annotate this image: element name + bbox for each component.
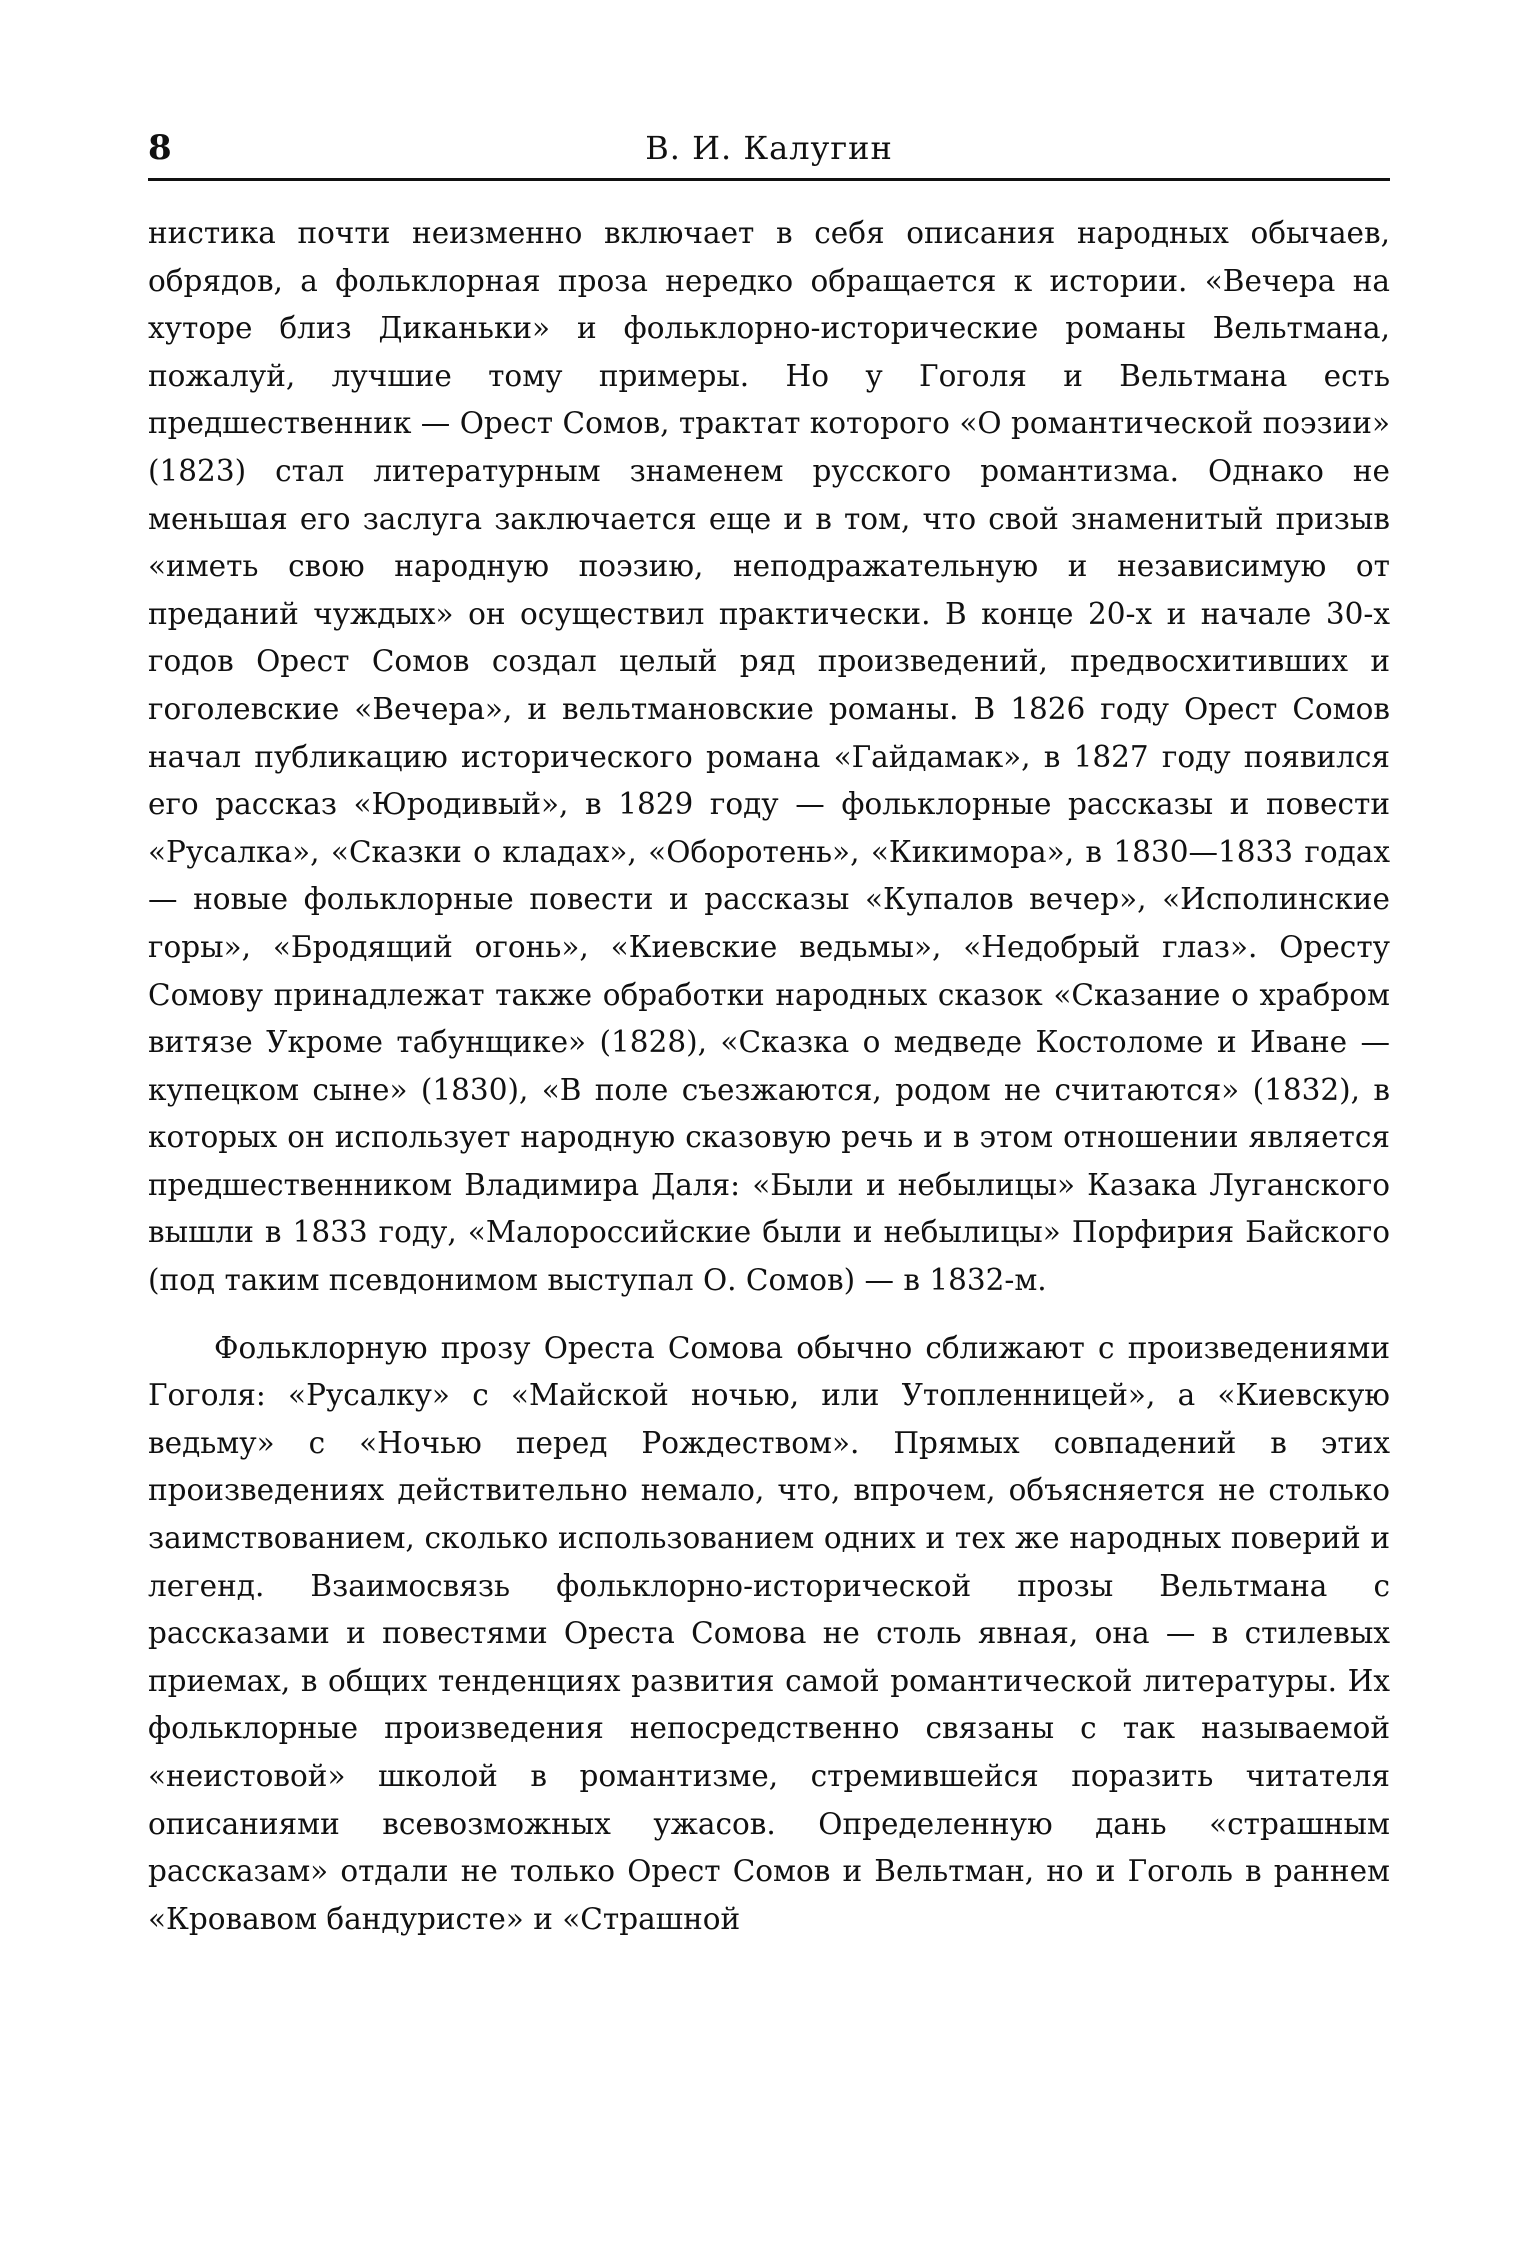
paragraph-1: нистика почти неизменно включает в себя описания народных обычаев, обрядов, а фольклорная проза нередко обращается к истории. «Вечера на хуторе близ Диканьки» и фольклорно-исторические романы Вельтмана, пожалуй, лучшие тому примеры. Но у Гоголя и Вельтмана есть предшественник — Орест Сомов, трактат которого «О романтической поэзии» (1823) стал литературным знаменем русского романтизма. Однако не меньшая его заслуга заключается еще и в том, что свой знаменитый призыв «иметь свою народную поэзию, неподражательную и независимую от преданий чуждых» он осуществил практически. В конце 20-х и начале 30-х годов Орест Сомов создал целый ряд произведений, предвосхитивших и гоголевские «Вечера», и вельтмановские романы. В 1826 году Орест Сомов начал публикацию исторического романа «Гайдамак», в 1827 году появился его рассказ «Юродивый», в 1829 году — фольклорные рассказы и повести «Русалка», «Сказки о кладах», «Оборотень», «Кикимора», в 1830—1833 годах — новые фольклорные повести и рассказы «Купалов вечер», «Исполинские горы», «Бродящий огонь», «Киевские ведьмы», «Недобрый глаз». Оресту Сомову принадлежат также обработки народных сказок «Сказание о храбром витязе Укроме табунщике» (1828), «Сказка о медведе Костоломе и Иване — купецком сыне» (1830), «В поле съезжаются, родом не считаются» (1832), в которых он использует народную сказовую речь и в этом отношении является предшественником Владимира Даля: «Были и небылицы» Казака Луганского вышли в 1833 году, «Малороссийские были и небылицы» Порфирия Байского (под таким псевдонимом выступал О. Сомов) — в 1832-м. xyxy=(148,216,1390,1298)
page-number: 8 xyxy=(148,128,172,168)
running-title: В. И. Калугин xyxy=(645,129,893,167)
body-text xyxy=(148,210,1390,1943)
header-rule xyxy=(148,178,1390,181)
running-head xyxy=(148,118,1390,178)
paragraph-2: Фольклорную прозу Ореста Сомова обычно сближают с произведениями Гоголя: «Русалку» с «Майской ночью, или Утопленницей», а «Киевскую ведьму» с «Ночью перед Рождеством». Прямых совпадений в этих произведениях действительно немало, что, впрочем, объясняется не столько заимствованием, сколько использованием одних и тех же народных поверий и легенд. Взаимосвязь фольклорно-исторической прозы Вельтмана с рассказами и повестями Ореста Сомова не столь явная, она — в стилевых приемах, в общих тенденциях развития самой романтической литературы. Их фольклорные произведения непосредственно связаны с так называемой «неистовой» школой в романтизме, стремившейся поразить читателя описаниями всевозможных ужасов. Определенную дань «страшным рассказам» отдали не только Орест Сомов и Вельтман, но и Гоголь в раннем «Кровавом бандуристе» и «Страшной xyxy=(148,1330,1390,1936)
